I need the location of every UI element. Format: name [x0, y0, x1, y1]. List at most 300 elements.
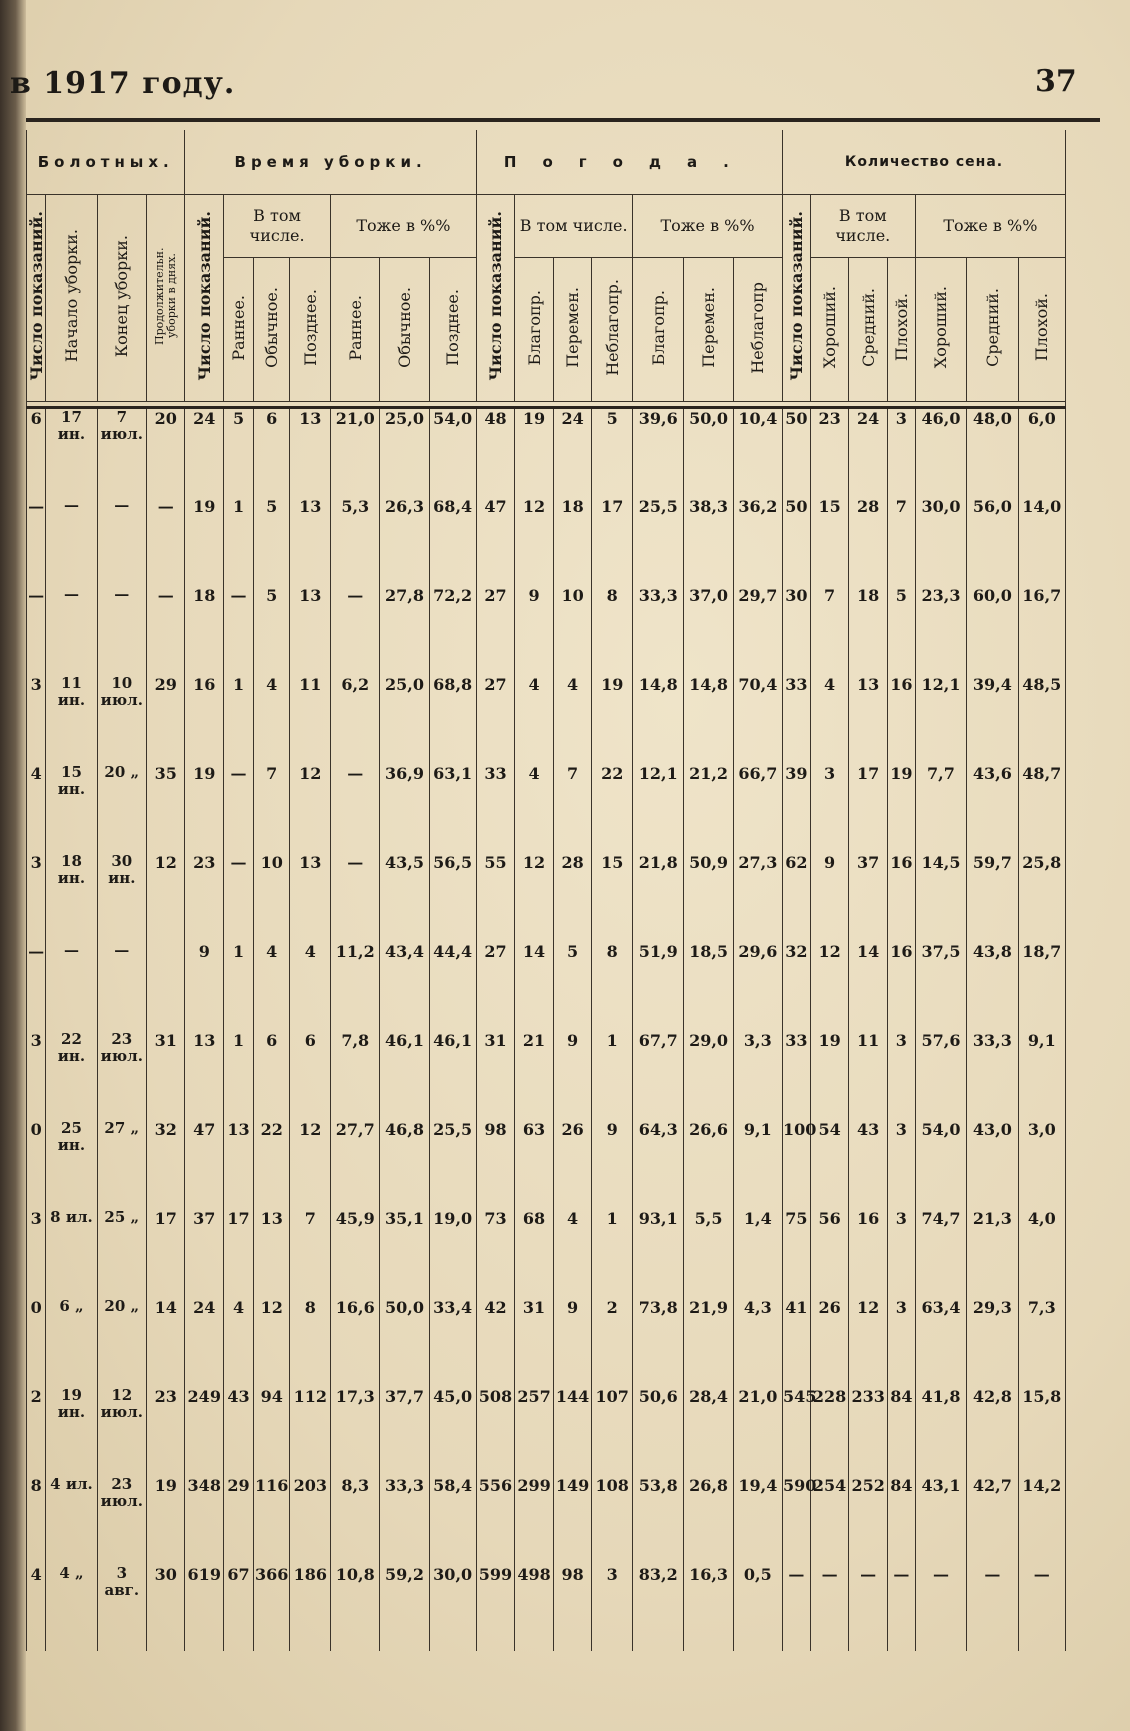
table-cell: 3	[887, 408, 915, 497]
table-cell: 32	[783, 942, 811, 1031]
table-cell: 203	[290, 1476, 331, 1565]
col-pozdnee-2: Позднее.	[429, 258, 476, 402]
table-row	[27, 675, 1066, 764]
table-cell: 28,4	[684, 1387, 733, 1476]
table-cell: 5	[224, 408, 254, 497]
table-cell: 33,3	[967, 1031, 1018, 1120]
table-row	[27, 1209, 1066, 1298]
table-cell: 13	[849, 675, 888, 764]
table-cell: 233	[849, 1387, 888, 1476]
table-cell: —	[783, 1565, 811, 1651]
table-cell: 9	[515, 586, 554, 675]
col-plohoy-1: Плохой.	[887, 258, 915, 402]
table-cell: 3	[887, 1298, 915, 1387]
table-cell: 2	[27, 1387, 46, 1476]
table-cell: 3	[810, 764, 849, 853]
table-cell: 18	[553, 497, 592, 586]
table-cell: 12	[849, 1298, 888, 1387]
table-cell: 20	[146, 408, 185, 497]
table-cell: 37,5	[915, 942, 966, 1031]
table-cell: 50	[783, 497, 811, 586]
table-cell: 27	[476, 942, 515, 1031]
table-cell: 17 ин.	[46, 408, 97, 497]
table-cell: —	[27, 942, 46, 1031]
table-cell: 54,0	[429, 408, 476, 497]
table-cell: —	[46, 942, 97, 1031]
table-cell: 13	[290, 853, 331, 942]
col-nachalo-uborki: Начало уборки.	[46, 195, 97, 402]
table-cell: 47	[185, 1120, 224, 1209]
table-cell: 19	[592, 675, 633, 764]
table-cell: 14,2	[1018, 1476, 1065, 1565]
table-cell: —	[224, 586, 254, 675]
table-cell: 14,0	[1018, 497, 1065, 586]
table-cell: 37	[185, 1209, 224, 1298]
subheader-v-tom-chisle-2: В том числе.	[515, 195, 633, 258]
statistics-table	[26, 130, 1066, 1651]
group-header-bolotnyh: Болотных.	[27, 130, 185, 195]
table-cell: 10,4	[733, 408, 782, 497]
table-cell: 21,9	[684, 1298, 733, 1387]
table-cell: 6	[254, 1031, 290, 1120]
table-cell: 16,6	[331, 1298, 380, 1387]
table-cell: 3,3	[733, 1031, 782, 1120]
table-row	[27, 408, 1066, 497]
table-cell: 11,2	[331, 942, 380, 1031]
table-cell: 16	[849, 1209, 888, 1298]
table-cell: 4 ил.	[46, 1476, 97, 1565]
table-cell: 19,4	[733, 1476, 782, 1565]
table-cell: 29	[224, 1476, 254, 1565]
table-cell: 19	[146, 1476, 185, 1565]
table-cell: 8	[592, 586, 633, 675]
table-cell: 7,8	[331, 1031, 380, 1120]
table-cell: 60,0	[967, 586, 1018, 675]
table-cell: 8	[290, 1298, 331, 1387]
table-cell: 6	[27, 408, 46, 497]
table-cell: 43,4	[380, 942, 429, 1031]
table-cell: 23 июл.	[97, 1476, 146, 1565]
subheader-v-tom-chisle-3: В том числе.	[810, 195, 915, 258]
table-cell: 39,4	[967, 675, 1018, 764]
table-cell: 38,3	[684, 497, 733, 586]
table-cell: 31	[476, 1031, 515, 1120]
table-cell: 32	[146, 1120, 185, 1209]
table-cell: 107	[592, 1387, 633, 1476]
table-cell: 4	[553, 1209, 592, 1298]
table-cell: 4	[515, 764, 554, 853]
table-cell: 42	[476, 1298, 515, 1387]
table-cell: 12	[810, 942, 849, 1031]
table-cell: 33,3	[633, 586, 684, 675]
table-cell: 36,9	[380, 764, 429, 853]
table-cell: 3,0	[1018, 1120, 1065, 1209]
table-cell: 27	[476, 586, 515, 675]
table-cell: 1,4	[733, 1209, 782, 1298]
table-cell: 556	[476, 1476, 515, 1565]
table-cell: 16	[887, 675, 915, 764]
table-cell: 9	[553, 1031, 592, 1120]
table-row	[27, 1565, 1066, 1651]
page-header-title: в 1917 году.	[10, 66, 236, 101]
table-cell: 67	[224, 1565, 254, 1651]
table-cell: 6 „	[46, 1298, 97, 1387]
table-cell: 366	[254, 1565, 290, 1651]
table-cell: 6	[290, 1031, 331, 1120]
table-cell: 35,1	[380, 1209, 429, 1298]
table-cell: 31	[146, 1031, 185, 1120]
table-cell: 619	[185, 1565, 224, 1651]
table-cell: 70,4	[733, 675, 782, 764]
table-cell: 46,1	[429, 1031, 476, 1120]
col-rannee-2: Раннее.	[331, 258, 380, 402]
table-row	[27, 764, 1066, 853]
table-cell: 25,8	[1018, 853, 1065, 942]
table-cell: 21,2	[684, 764, 733, 853]
table-cell: 30	[146, 1565, 185, 1651]
table-cell: 1	[224, 675, 254, 764]
table-cell: 29	[146, 675, 185, 764]
table-cell: 144	[553, 1387, 592, 1476]
table-cell: 100	[783, 1120, 811, 1209]
subheader-tozhe-2: Тоже в %%	[633, 195, 783, 258]
table-cell: 13	[290, 408, 331, 497]
table-cell: 18 ин.	[46, 853, 97, 942]
table-cell: 27	[476, 675, 515, 764]
table-cell: 68,8	[429, 675, 476, 764]
table-cell: 46,1	[380, 1031, 429, 1120]
table-cell: 7 июл.	[97, 408, 146, 497]
table-cell: 68	[515, 1209, 554, 1298]
table-cell: 14,8	[684, 675, 733, 764]
table-cell: 23	[810, 408, 849, 497]
table-cell: —	[331, 586, 380, 675]
table-cell: 41,8	[915, 1387, 966, 1476]
subheader-tozhe-3: Тоже в %%	[915, 195, 1065, 258]
table-cell: 5,5	[684, 1209, 733, 1298]
table-cell: 28	[553, 853, 592, 942]
table-cell: 10,8	[331, 1565, 380, 1651]
table-cell: 33	[783, 675, 811, 764]
table-cell: 1	[592, 1031, 633, 1120]
table-cell: 4	[553, 675, 592, 764]
table-cell: 299	[515, 1476, 554, 1565]
table-cell: 84	[887, 1476, 915, 1565]
table-cell: 9,1	[1018, 1031, 1065, 1120]
table-cell: 12	[515, 853, 554, 942]
table-cell: 33	[476, 764, 515, 853]
table-cell: 228	[810, 1387, 849, 1476]
table-cell: 44,4	[429, 942, 476, 1031]
table-cell: 25 „	[97, 1209, 146, 1298]
table-cell: 67,7	[633, 1031, 684, 1120]
table-cell: 17	[224, 1209, 254, 1298]
table-cell: 12,1	[915, 675, 966, 764]
table-cell: 56	[810, 1209, 849, 1298]
table-cell: 24	[185, 408, 224, 497]
table-cell: 590	[783, 1476, 811, 1565]
col-peremen-1: Перемен.	[553, 258, 592, 402]
table-cell: 8 ил.	[46, 1209, 97, 1298]
table-cell: 45,0	[429, 1387, 476, 1476]
table-cell: 24	[849, 408, 888, 497]
table-cell: 4	[254, 942, 290, 1031]
table-cell: 84	[887, 1387, 915, 1476]
table-cell: 7,7	[915, 764, 966, 853]
table-cell: 3	[592, 1565, 633, 1651]
table-cell: 19	[887, 764, 915, 853]
table-cell: 68,4	[429, 497, 476, 586]
table-cell: 98	[476, 1120, 515, 1209]
table-cell: 112	[290, 1387, 331, 1476]
table-cell: 83,2	[633, 1565, 684, 1651]
table-cell: 42,8	[967, 1387, 1018, 1476]
table-cell: 42,7	[967, 1476, 1018, 1565]
table-cell: 22	[254, 1120, 290, 1209]
table-cell: 4	[515, 675, 554, 764]
table-cell: 57,6	[915, 1031, 966, 1120]
table-cell: 48,0	[967, 408, 1018, 497]
table-cell: 3	[27, 1031, 46, 1120]
table-cell: 64,3	[633, 1120, 684, 1209]
table-cell: 72,2	[429, 586, 476, 675]
table-cell: 73	[476, 1209, 515, 1298]
table-cell: —	[46, 497, 97, 586]
table-cell: 43,0	[967, 1120, 1018, 1209]
header-rule	[26, 118, 1100, 122]
table-cell: 66,7	[733, 764, 782, 853]
table-cell: 36,2	[733, 497, 782, 586]
table-cell: 11	[290, 675, 331, 764]
table-cell: 1	[592, 1209, 633, 1298]
table-cell: 56,0	[967, 497, 1018, 586]
table-cell: 14	[146, 1298, 185, 1387]
table-cell: 37	[849, 853, 888, 942]
col-blagopr-2: Благопр.	[633, 258, 684, 402]
table-row	[27, 1120, 1066, 1209]
table-cell: 4	[224, 1298, 254, 1387]
table-cell: 10 июл.	[97, 675, 146, 764]
table-cell: 9	[810, 853, 849, 942]
table-cell: 5	[254, 586, 290, 675]
table-cell: 15	[810, 497, 849, 586]
table-cell: 56,5	[429, 853, 476, 942]
table-cell: 599	[476, 1565, 515, 1651]
table-cell: 7	[553, 764, 592, 853]
table-cell: 43,8	[967, 942, 1018, 1031]
table-cell: 33,3	[380, 1476, 429, 1565]
table-cell: 39	[783, 764, 811, 853]
table-cell: 1	[224, 942, 254, 1031]
table-cell: 5	[254, 497, 290, 586]
table-cell: 13	[290, 497, 331, 586]
table-cell: 48,7	[1018, 764, 1065, 853]
table-cell: 46,8	[380, 1120, 429, 1209]
table-cell: 28	[849, 497, 888, 586]
table-cell: —	[46, 586, 97, 675]
table-cell: 498	[515, 1565, 554, 1651]
table-cell: 3	[27, 1209, 46, 1298]
table-cell: 11	[849, 1031, 888, 1120]
table-cell: 37,0	[684, 586, 733, 675]
table-cell: 186	[290, 1565, 331, 1651]
table-cell: 62	[783, 853, 811, 942]
table-cell: 8	[27, 1476, 46, 1565]
table-cell: 252	[849, 1476, 888, 1565]
table-cell: —	[27, 497, 46, 586]
table-cell: 4	[27, 1565, 46, 1651]
table-cell: 15	[592, 853, 633, 942]
table-cell: 4	[27, 764, 46, 853]
table-cell: 27 „	[97, 1120, 146, 1209]
table-cell: 45,9	[331, 1209, 380, 1298]
table-cell: 249	[185, 1387, 224, 1476]
table-cell: 17,3	[331, 1387, 380, 1476]
table-cell: 73,8	[633, 1298, 684, 1387]
table-row	[27, 853, 1066, 942]
table-cell: 93,1	[633, 1209, 684, 1298]
table-cell: 50,6	[633, 1387, 684, 1476]
col-chislo-pokazaniy-1: Число показаний.	[27, 195, 46, 402]
table-cell: 21,8	[633, 853, 684, 942]
table-cell: 50	[783, 408, 811, 497]
table-cell: 0,5	[733, 1565, 782, 1651]
table-cell: 5,3	[331, 497, 380, 586]
table-row	[27, 1298, 1066, 1387]
table-cell: —	[967, 1565, 1018, 1651]
table-cell: 4	[254, 675, 290, 764]
table-cell: 348	[185, 1476, 224, 1565]
table-cell: 108	[592, 1476, 633, 1565]
col-obychnoe-1: Обычное.	[254, 258, 290, 402]
table-cell: 7	[810, 586, 849, 675]
table-cell: 48	[476, 408, 515, 497]
table-cell: 39,6	[633, 408, 684, 497]
table-cell: 59,7	[967, 853, 1018, 942]
table-cell: 25,5	[633, 497, 684, 586]
table-cell: 19	[185, 764, 224, 853]
table-cell: 27,7	[331, 1120, 380, 1209]
table-cell: 11 ин.	[46, 675, 97, 764]
table-cell: 16	[185, 675, 224, 764]
col-chislo-pokazaniy-4: Число показаний.	[783, 195, 811, 402]
table-cell: 47	[476, 497, 515, 586]
table-cell: 17	[849, 764, 888, 853]
table-cell: 35	[146, 764, 185, 853]
table-cell: 3	[887, 1209, 915, 1298]
table-cell: 75	[783, 1209, 811, 1298]
table-cell: 24	[553, 408, 592, 497]
table-cell: 29,7	[733, 586, 782, 675]
table-cell: 17	[146, 1209, 185, 1298]
table-cell: —	[224, 853, 254, 942]
table-cell: 16,3	[684, 1565, 733, 1651]
col-neblagopr-2: Неблагопр	[733, 258, 782, 402]
table-cell: 63,4	[915, 1298, 966, 1387]
table-cell: 254	[810, 1476, 849, 1565]
table-cell: 63,1	[429, 764, 476, 853]
table-cell: 30 ин.	[97, 853, 146, 942]
table-cell: 98	[553, 1565, 592, 1651]
table-cell: 116	[254, 1476, 290, 1565]
table-cell: 74,7	[915, 1209, 966, 1298]
col-pozdnee-1: Позднее.	[290, 258, 331, 402]
table-cell: 18,7	[1018, 942, 1065, 1031]
table-cell: 43,1	[915, 1476, 966, 1565]
table-cell: 5	[553, 942, 592, 1031]
table-cell: 12 июл.	[97, 1387, 146, 1476]
table-cell: 14,8	[633, 675, 684, 764]
table-cell: 29,0	[684, 1031, 733, 1120]
table-cell: —	[97, 942, 146, 1031]
table-cell: 26	[810, 1298, 849, 1387]
table-cell: 19 ин.	[46, 1387, 97, 1476]
table-cell: 3 авг.	[97, 1565, 146, 1651]
table-row	[27, 1476, 1066, 1565]
table-cell: 43,6	[967, 764, 1018, 853]
table-cell: 33,4	[429, 1298, 476, 1387]
table-cell: 16	[887, 942, 915, 1031]
table-cell: 1	[224, 1031, 254, 1120]
table-cell: 29,3	[967, 1298, 1018, 1387]
table-cell: 23 июл.	[97, 1031, 146, 1120]
table-cell: 17	[592, 497, 633, 586]
table-cell	[146, 942, 185, 1031]
table-cell: 26,8	[684, 1476, 733, 1565]
table-cell: 3	[887, 1031, 915, 1120]
table-cell: 26,6	[684, 1120, 733, 1209]
col-obychnoe-2: Обычное.	[380, 258, 429, 402]
table-cell: —	[97, 497, 146, 586]
group-header-pogoda: Погода.	[476, 130, 782, 195]
table-cell: 50,9	[684, 853, 733, 942]
table-cell: 43	[849, 1120, 888, 1209]
table-cell: 27,8	[380, 586, 429, 675]
table-cell: 10	[254, 853, 290, 942]
table-cell: —	[224, 764, 254, 853]
table-cell: 7	[290, 1209, 331, 1298]
col-sredniy-2: Средний.	[967, 258, 1018, 402]
table-cell: 31	[515, 1298, 554, 1387]
table-cell: —	[146, 497, 185, 586]
table-body	[27, 408, 1066, 1651]
table-cell: 23	[185, 853, 224, 942]
table-cell: 54,0	[915, 1120, 966, 1209]
table-cell: 26,3	[380, 497, 429, 586]
table-cell: 4,3	[733, 1298, 782, 1387]
table-cell: 53,8	[633, 1476, 684, 1565]
table-row	[27, 1387, 1066, 1476]
col-horoshiy-2: Хороший.	[915, 258, 966, 402]
table-cell: 18	[849, 586, 888, 675]
table-cell: 0	[27, 1120, 46, 1209]
col-chislo-pokazaniy-2: Число показаний.	[185, 195, 224, 402]
table-cell: 9	[592, 1120, 633, 1209]
table-cell: 13	[290, 586, 331, 675]
table-cell: 26	[553, 1120, 592, 1209]
table-cell: 59,2	[380, 1565, 429, 1651]
table-cell: 13	[254, 1209, 290, 1298]
table-cell: 43	[224, 1387, 254, 1476]
table-cell: 29,6	[733, 942, 782, 1031]
table-cell: 4 „	[46, 1565, 97, 1651]
table-cell: 23,3	[915, 586, 966, 675]
table-cell: 12	[290, 764, 331, 853]
table-row	[27, 942, 1066, 1031]
table-cell: 21,0	[331, 408, 380, 497]
table-cell: —	[27, 586, 46, 675]
table-cell: 94	[254, 1387, 290, 1476]
